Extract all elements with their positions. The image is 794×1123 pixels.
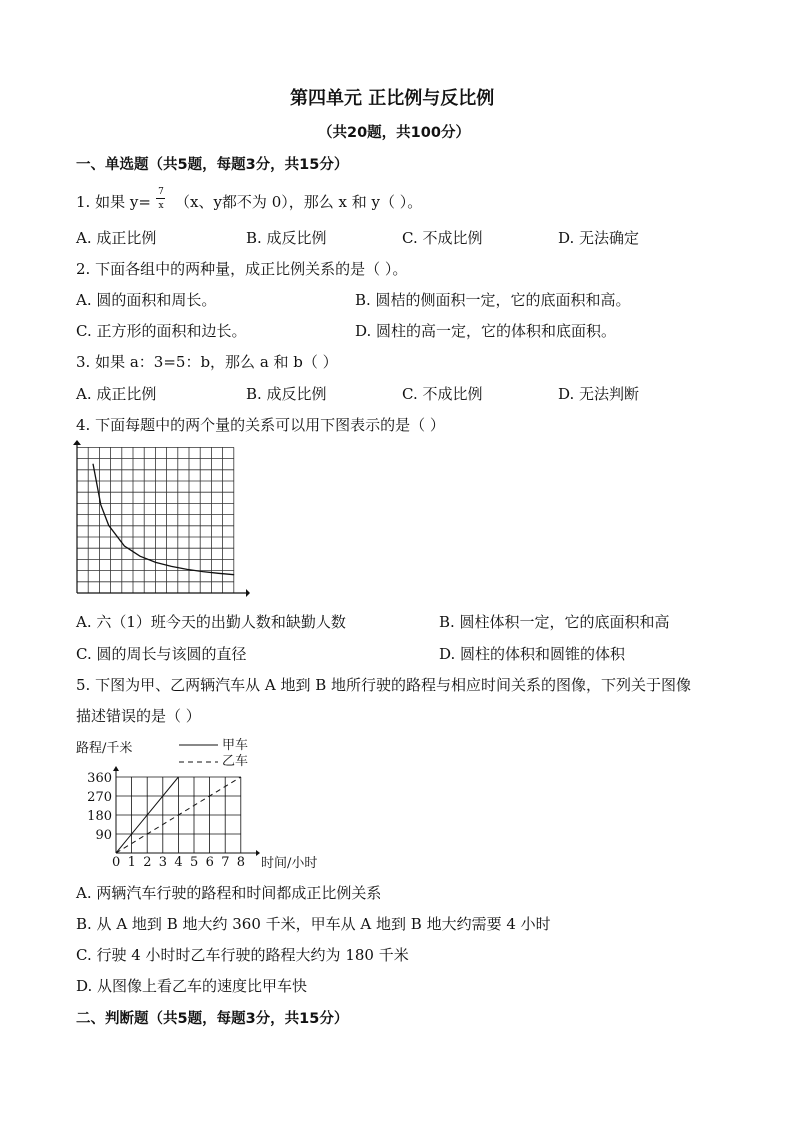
q5-x-axis-label: 时间/小时 xyxy=(261,856,318,869)
q4-inverse-curve xyxy=(93,464,234,575)
q3-option-a[interactable]: A. 成正比例 xyxy=(76,385,157,403)
q3-option-d[interactable]: D. 无法判断 xyxy=(558,385,640,403)
section-heading-1: 一、单选题（共5题，每题3分，共15分） xyxy=(76,157,349,173)
q1-option-c[interactable]: C. 不成比例 xyxy=(402,229,483,247)
q4-option-c[interactable]: C. 圆的周长与该圆的直径 xyxy=(76,645,247,663)
legend-jia-label: 甲车 xyxy=(222,738,249,753)
q1-option-d[interactable]: D. 无法确定 xyxy=(558,229,640,247)
q5-y-axis-label: 路程/千米 xyxy=(76,741,133,756)
q5-distance-time-chart xyxy=(72,734,342,869)
q5-x-tick-label: 2 xyxy=(143,855,152,869)
q2-option-d[interactable]: D. 圆柱的高一定，它的体积和底面积。 xyxy=(355,322,617,340)
q5-x-tick-label: 0 xyxy=(112,855,121,869)
q2-option-c[interactable]: C. 正方形的面积和边长。 xyxy=(76,322,247,340)
q1-option-b[interactable]: B. 成反比例 xyxy=(246,229,327,247)
q4-x-axis-arrow xyxy=(246,589,250,597)
q1-fraction-numerator: 7 xyxy=(158,187,164,197)
q3-stem: 3. 如果 a：3=5：b，那么 a 和 b（ ） xyxy=(76,353,338,371)
q5-x-tick-label: 6 xyxy=(205,855,214,869)
legend-yi-label: 乙车 xyxy=(222,754,249,769)
q1-fraction-denominator: x xyxy=(158,201,164,211)
q1-stem-part1: 1. 如果 y= xyxy=(76,193,151,211)
q3-option-b[interactable]: B. 成反比例 xyxy=(246,385,327,403)
q5-y-tick-label: 270 xyxy=(87,790,112,805)
page-title: 第四单元 正比例与反比例 xyxy=(290,88,495,109)
q5-y-tick-label: 90 xyxy=(95,828,112,843)
q4-y-axis-arrow xyxy=(73,440,81,445)
q5-y-axis-arrow xyxy=(113,766,119,771)
q5-stem-line2: 描述错误的是（ ） xyxy=(76,707,201,725)
q5-x-tick-label: 3 xyxy=(158,855,168,869)
q5-option-a[interactable]: A. 两辆汽车行驶的路程和时间都成正比例关系 xyxy=(76,884,382,902)
q2-option-a[interactable]: A. 圆的面积和周长。 xyxy=(76,291,217,309)
q1-stem-part2: （x、y都不为 0），那么 x 和 y（ ）。 xyxy=(175,193,423,211)
q2-option-b[interactable]: B. 圆桔的侧面积一定，它的底面积和高。 xyxy=(355,291,631,309)
q2-stem: 2. 下面各组中的两种量，成正比例关系的是（ ）。 xyxy=(76,260,408,278)
q4-option-b[interactable]: B. 圆柱体积一定，它的底面积和高 xyxy=(439,613,670,631)
q5-x-tick-label: 1 xyxy=(127,855,136,869)
q4-inverse-curve-chart xyxy=(70,440,250,600)
q3-option-c[interactable]: C. 不成比例 xyxy=(402,385,483,403)
q4-option-a[interactable]: A. 六（1）班今天的出勤人数和缺勤人数 xyxy=(76,613,346,631)
q4-stem: 4. 下面每题中的两个量的关系可以用下图表示的是（ ） xyxy=(76,416,445,434)
q1-option-a[interactable]: A. 成正比例 xyxy=(76,229,157,247)
q5-x-tick-label: 8 xyxy=(236,855,246,869)
q5-option-b[interactable]: B. 从 A 地到 B 地大约 360 千米，甲车从 A 地到 B 地大约需要 4 小时 xyxy=(76,915,551,933)
q5-x-axis-arrow xyxy=(256,850,260,856)
q4-option-d[interactable]: D. 圆柱的体积和圆锥的体积 xyxy=(439,645,626,663)
q5-y-tick-label: 180 xyxy=(87,809,112,824)
q5-option-d[interactable]: D. 从图像上看乙车的速度比甲车快 xyxy=(76,977,308,995)
q5-option-c[interactable]: C. 行驶 4 小时时乙车行驶的路程大约为 180 千米 xyxy=(76,946,409,964)
q5-x-tick-label: 7 xyxy=(221,855,230,869)
section-heading-2: 二、判断题（共5题，每题3分，共15分） xyxy=(76,1011,349,1027)
q1-fraction-bar xyxy=(156,198,165,199)
q5-y-tick-label: 360 xyxy=(87,771,112,786)
q5-x-tick-label: 5 xyxy=(190,855,199,869)
q5-x-tick-label: 4 xyxy=(174,855,183,869)
page-subtitle: （共20题，共100分） xyxy=(318,125,470,141)
q5-stem-line1: 5. 下图为甲、乙两辆汽车从 A 地到 B 地所行驶的路程与相应时间关系的图像，下列关于图像 xyxy=(76,676,692,694)
